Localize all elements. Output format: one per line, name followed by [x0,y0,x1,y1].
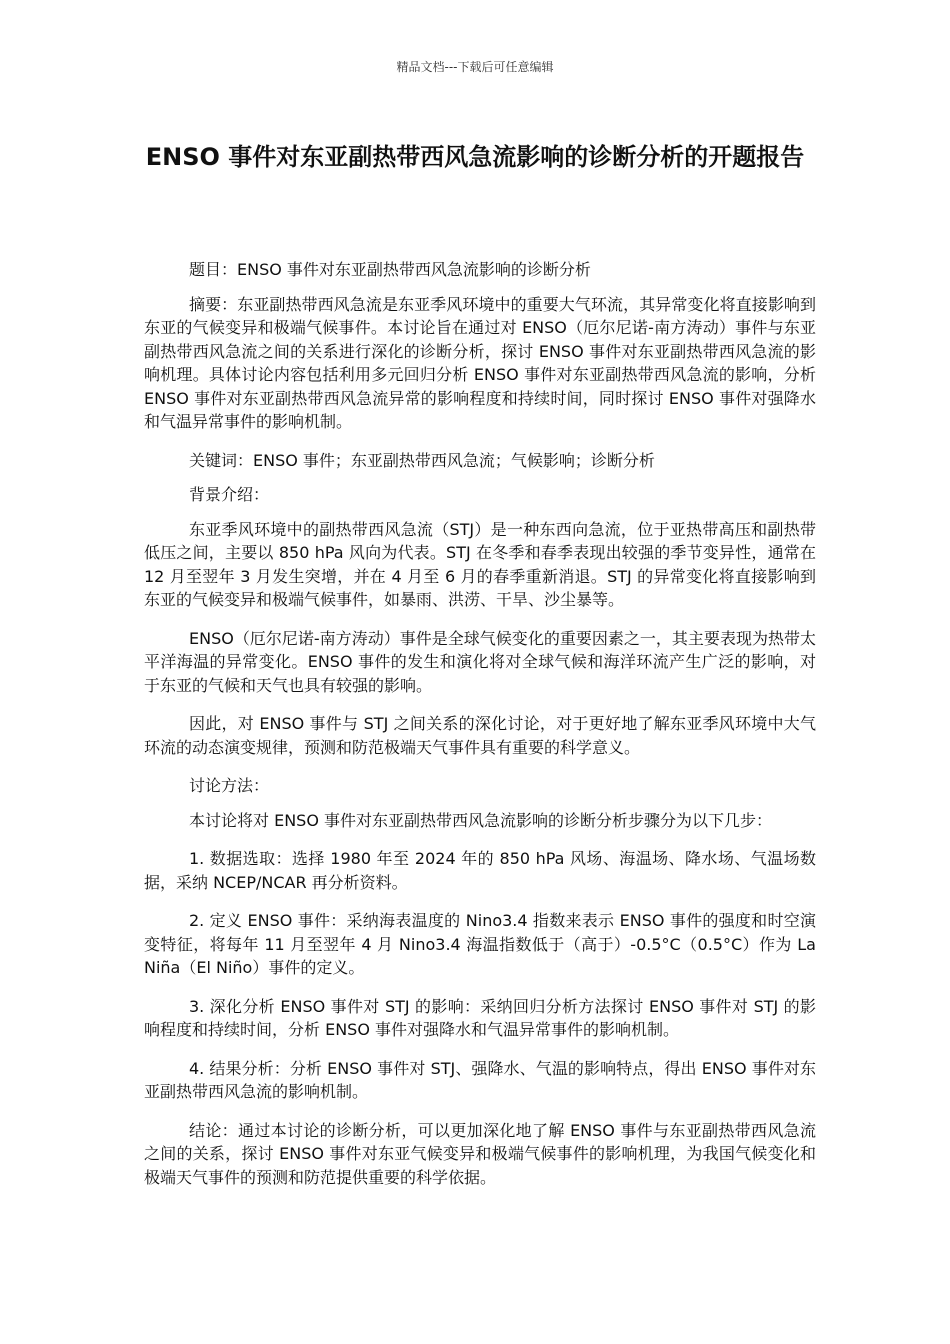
topic-paragraph: 题目：ENSO 事件对东亚副热带西风急流影响的诊断分析 [189,260,591,279]
method-step-3: 3. 深化分析 ENSO 事件对 STJ 的影响：采纳回归分析方法探讨 ENSO 事件对 STJ 的影响程度和持续时间，分析 ENSO 事件对强降水和气温异常事件的影响机制。 [144,996,816,1039]
header-note: 精品文档---下载后可任意编辑 [396,60,554,74]
method-step-2: 2. 定义 ENSO 事件：采纳海表温度的 Nino3.4 指数来表示 ENSO 事件的强度和时空演变特征，将每年 11 月至翌年 4 月 Nino3.4 海温指数低于（高于）-0.5°C（0.5°C）作为 La Niña（El Niño）事件的定义。 [144,911,816,977]
document-body [144,258,816,1204]
method-step-4: 4. 结果分析：分析 ENSO 事件对 STJ、强降水、气温的影响特点，得出 ENSO 事件对东亚副热带西风急流的影响机制。 [144,1058,816,1101]
background-paragraph-3: 因此，对 ENSO 事件与 STJ 之间关系的深化讨论，对于更好地了解东亚季风环境中大气环流的动态演变规律，预测和防范极端天气事件具有重要的科学意义。 [144,714,816,757]
background-paragraph-1: 东亚季风环境中的副热带西风急流（STJ）是一种东西向急流，位于亚热带高压和副热带低压之间，主要以 850 hPa 风向为代表。STJ 在冬季和春季表现出较强的季节变异性，通常在 12 月至翌年 3 月发生突增，并在 4 月至 6 月的春季重新消退。STJ 的异常变化将直接影响到东亚的气候变异和极端气候事件，如暴雨、洪涝、干旱、沙尘暴等。 [144,519,816,609]
background-paragraph-2: ENSO（厄尔尼诺-南方涛动）事件是全球气候变化的重要因素之一，其主要表现为热带太平洋海温的异常变化。ENSO 事件的发生和演化将对全球气候和海洋环流产生广泛的影响，对于东亚的气候和天气也具有较强的影响。 [144,628,816,695]
keywords-paragraph: 关键词：ENSO 事件；东亚副热带西风急流；气候影响；诊断分析 [189,450,655,470]
method-heading: 讨论方法： [189,776,270,795]
method-intro-paragraph: 本讨论将对 ENSO 事件对东亚副热带西风急流影响的诊断分析步骤分为以下几步： [189,810,773,830]
document-title: ENSO 事件对东亚副热带西风急流影响的诊断分析的开题报告 [145,143,805,171]
method-step-1: 1. 数据选取：选择 1980 年至 2024 年的 850 hPa 风场、海温场、降水场、气温场数据，采纳 NCEP/NCAR 再分析资料。 [144,849,816,892]
background-heading: 背景介绍： [189,485,270,504]
conclusion-paragraph: 结论：通过本讨论的诊断分析，可以更加深化地了解 ENSO 事件与东亚副热带西风急流之间的关系，探讨 ENSO 事件对东亚气候变异和极端气候事件的影响机理，为我国气候变化和极端天气事件的预测和防范提供重要的科学依据。 [144,1120,816,1187]
abstract-paragraph: 摘要：东亚副热带西风急流是东亚季风环境中的重要大气环流，其异常变化将直接影响到东亚的气候变异和极端气候事件。本讨论旨在通过对 ENSO（厄尔尼诺-南方涛动）事件与东亚副热带西风急流之间的关系进行深化的诊断分析，探讨 ENSO 事件对东亚副热带西风急流的影响机理。具体讨论内容包括利用多元回归分析 ENSO 事件对东亚副热带西风急流的影响，分析 ENSO 事件对东亚副热带西风急流异常的影响程度和持续时间，同时探讨 ENSO 事件对强降水和气温异常事件的影响机制。 [144,294,816,431]
